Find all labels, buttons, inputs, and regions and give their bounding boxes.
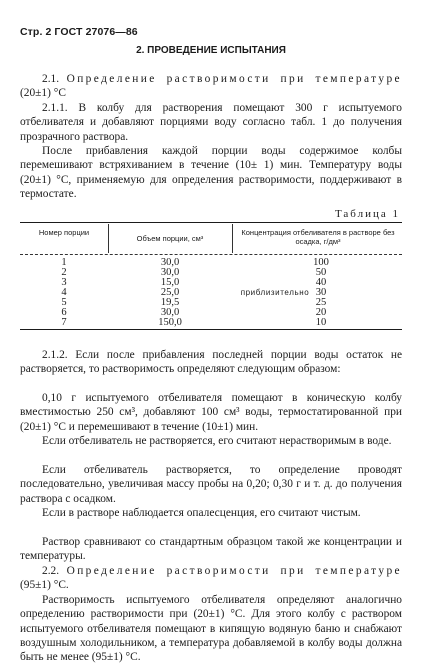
table-cell: 30,0: [160, 257, 180, 268]
clause-number: 2.2.: [42, 565, 60, 577]
paragraph-2-2: [20, 564, 402, 593]
table-cell: 50: [315, 267, 327, 278]
table-cell: 25,0: [160, 287, 180, 298]
table-cell: 30,0: [160, 307, 180, 318]
table-top-rule: [20, 222, 402, 223]
table-bottom-rule: [20, 329, 402, 330]
paragraph-opalescence: Если в растворе наблюдается опалесценция, его считают чистым.: [42, 507, 361, 519]
table-label: Таблица 1: [334, 208, 400, 220]
table-cell: 19,5: [160, 297, 180, 308]
clause-heading: Определение растворимости при температуре: [66, 565, 402, 577]
paragraph-2-1-2: 2.1.2. Если после прибавления последней порции воды остаток не растворяется, то растворимость определяют следующим образом:: [20, 349, 402, 376]
table-cell: 6: [61, 307, 67, 318]
table-cell: 3: [61, 277, 67, 288]
table-1: [20, 222, 402, 330]
table-cell: 40: [315, 277, 327, 288]
table-cell: 5: [61, 297, 67, 308]
column-portion-numbers: [20, 258, 108, 328]
table-cell: 25: [315, 297, 327, 308]
clause-heading: Определение растворимости при температуре: [66, 73, 402, 85]
table-cell: 7: [61, 317, 67, 328]
table-cell: 4: [61, 287, 67, 298]
table-cell: 30,0: [160, 267, 180, 278]
table-cell: 10: [315, 317, 327, 328]
paragraph-after-adding: После прибавления каждой порции воды содержимое колбы перемешивают встряхиванием в течение (10± 1) мин. Температуру воды (20±1) °С, применяемую для определения растворимости, поддерживают в термостате.: [20, 145, 402, 200]
table-header-rule: [20, 254, 402, 255]
table-cell: 2: [61, 267, 67, 278]
clause-heading-tail: (95±1) °С.: [20, 579, 69, 592]
table-divider: [232, 224, 233, 253]
column-volumes: [108, 258, 232, 328]
approx-label: приблизительно: [240, 288, 310, 297]
table-cell: 30: [315, 287, 327, 298]
header-portion-volume: Объем порции, см³: [136, 234, 204, 243]
table-cell: 20: [315, 307, 327, 318]
paragraph-2-1: [20, 72, 402, 101]
table-cell: 100: [313, 257, 329, 268]
page-header: Стр. 2 ГОСТ 27076—86: [20, 26, 138, 38]
clause-heading-tail: (20±1) °С: [20, 87, 66, 100]
table-cell: 15,0: [160, 277, 180, 288]
paragraph-sample: 0,10 г испытуемого отбеливателя помещают в коническую колбу вместимостью 250 см³, добавляют 100 см³ воды, термостатированной при (20±1) °С и перемешивают в течение (10±1) мин.: [20, 392, 402, 433]
table-cell: 1: [61, 257, 67, 268]
clause-number: 2.1.: [42, 73, 60, 85]
column-concentrations: [310, 258, 332, 328]
table-cell: 150,0: [158, 317, 182, 328]
header-concentration: Концентрация отбеливателя в растворе без осадка, г/дм³: [241, 228, 395, 246]
paragraph-compare: Раствор сравнивают со стандартным образцом такой же концентрации и температуры.: [20, 536, 402, 563]
paragraph-dissolving: Если отбеливатель растворяется, то определение проводят последовательно, увеличивая массу пробы на 0,20; 0,30 г и т. д. до получения раствора с осадком.: [20, 464, 402, 505]
section-title: 2. ПРОВЕДЕНИЕ ИСПЫТАНИЯ: [136, 45, 286, 56]
paragraph-not-dissolving: Если отбеливатель не растворяется, его считают нерастворимым в воде.: [42, 435, 392, 447]
paragraph-2-1-1: 2.1.1. В колбу для растворения помещают 300 г испытуемого отбеливателя и добавляют порциями воду согласно табл. 1 до получения прозрачного раствора.: [20, 102, 402, 143]
paragraph-last: Растворимость испытуемого отбеливателя определяют аналогично определению растворимости при (20±1) °С. Для этого колбу с раствором испытуемого отбеливателя помещают в кипящую водяную баню и снабжают воздушным холодильником, а температура добавляемой в колбу воды должна быть не менее (95±1) °С.: [20, 594, 402, 664]
header-portion-number: Номер порции: [38, 228, 90, 237]
